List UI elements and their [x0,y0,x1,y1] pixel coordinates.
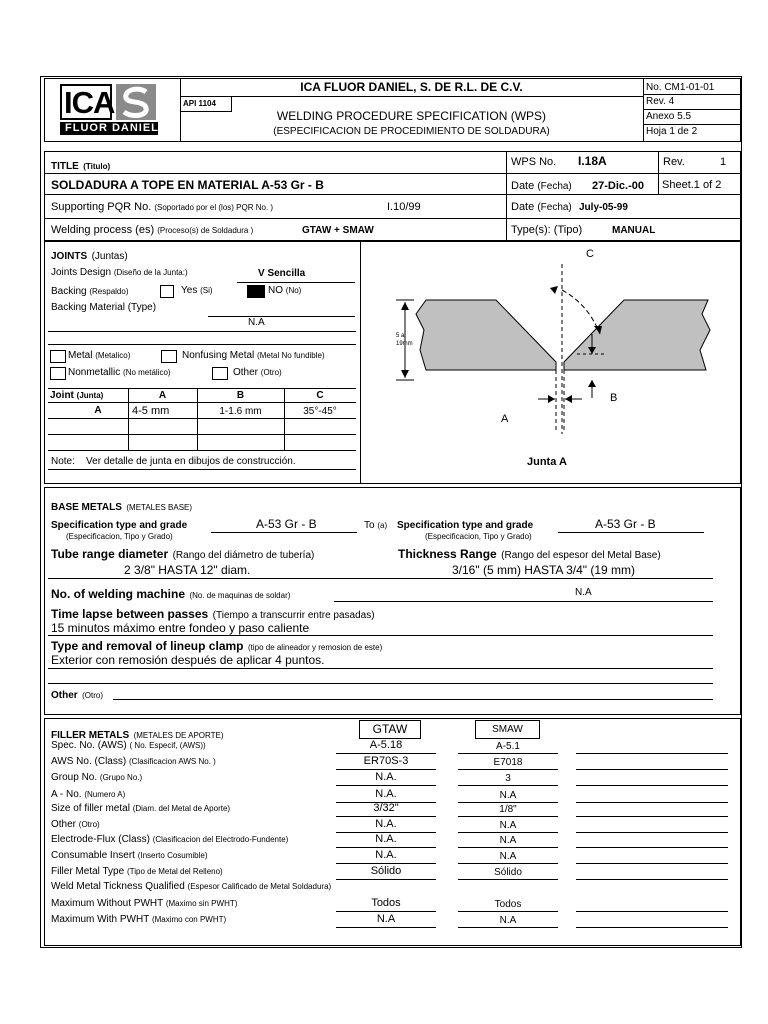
document-title: WELDING PROCEDURE SPECIFICATION (WPS) [276,109,547,123]
diagram-label-b: B [610,392,618,404]
welding-machines: N.A [575,587,592,598]
wps-title: SOLDADURA A TOPE EN MATERIAL A-53 Gr - B [51,178,324,192]
filler-row-label: A - No. (Numero A) [51,789,126,800]
filler-gtaw-value: N.A. [375,771,397,783]
filler-row-label: Consumable Insert (Inserto Cosumible) [51,850,208,861]
joint-dimensions-table: Joint (Junta) A B C A 4-5 mm 1-1.6 mm 35°-45° [48,388,356,468]
filler-smaw-value: N.A [499,835,517,846]
thickness-range: 3/16" (5 mm) HASTA 3/4" (19 mm) [452,563,636,577]
diagram-label-c: C [586,248,594,260]
filler-gtaw-value: N.A. [375,833,397,845]
filler-smaw-value: Todos [494,899,522,910]
diagram-caption: Junta A [527,456,567,468]
filler-row-label: Maximum With PWHT (Maximo con PWHT) [51,914,227,925]
filler-gtaw-value: 3/32" [373,802,399,814]
filler-smaw-value: E7018 [493,757,523,768]
filler-row-label: Other (Otro) [51,819,100,830]
lineup-clamp: Exterior con remosión después de aplicar 4 puntos. [51,653,325,667]
backing-no-checkbox[interactable] [247,285,265,298]
filler-smaw-value: Sólido [494,867,522,878]
filler-gtaw-value: ER70S-3 [363,755,409,767]
filler-smaw-value: N.A [499,915,517,926]
pqr-number: I.10/99 [387,201,421,213]
filler-smaw-value: 1/8" [499,804,517,815]
logo-emblem-icon [116,84,156,120]
company-name: ICA FLUOR DANIEL, S. DE R.L. DE C.V. [300,80,523,94]
api-label: API 1104 [183,99,216,108]
tube-range: 2 3/8" HASTA 12" diam. [124,563,251,577]
wps-date: 27-Dic.-00 [592,180,644,192]
joint-note: Ver detalle de junta en dibujos de construcción. [86,456,296,467]
wps-number: I.18A [578,154,607,168]
filler-row-label: AWS No. (Class) (Clasificacion AWS No. ) [51,756,216,767]
base-metal-spec: A-53 Gr - B [256,517,317,531]
table-cell: 4-5 mm [132,405,170,417]
filler-row-label: Spec. No. (AWS) ( No. Especif, (AWS)) [51,740,206,751]
filler-row-label: Group No. (Grupo No.) [51,772,143,783]
table-cell: 1-1.6 mm [219,406,262,417]
diagram-label-a: A [501,413,509,425]
base-metal-spec-2: A-53 Gr - B [595,517,656,531]
filler-row-label: Filler Metal Type (Tipo de Metal del Relleno) [51,866,223,877]
doc-annex: Anexo 5.5 [646,111,692,122]
nonfusing-checkbox[interactable] [161,350,177,363]
other-checkbox[interactable] [212,367,228,380]
filler-gtaw-value: N.A. [375,788,397,800]
joint-diagram [362,244,738,480]
filler-smaw-value: A-5.1 [496,741,520,752]
time-lapse: 15 minutos máximo entre fondeo y paso caliente [51,621,310,635]
table-cell: 35°-45° [303,406,337,417]
filler-smaw-value: N.A [499,851,517,862]
filler-row-label: Size of filler metal (Diam. del Metal de Aporte) [51,803,231,814]
filler-smaw-value: N.A [499,820,517,831]
welding-process: GTAW + SMAW [302,225,374,236]
filler-smaw-value: 3 [505,773,511,784]
sheet-number: Sheet.1 of 2 [662,179,722,191]
filler-gtaw-value: N.A [376,913,396,925]
doc-revision: Rev. 4 [646,96,675,107]
wps-revision: 1 [720,156,727,168]
filler-gtaw-value: Sólido [370,865,402,877]
filler-gtaw-value: Todos [371,897,401,909]
filler-row-label: Electrode-Flux (Class) (Clasificacion del Electrodo-Fundente) [51,834,289,845]
doc-number: No. CM1-01-01 [646,82,715,93]
doc-page: Hoja 1 de 2 [646,126,698,137]
backing-material: N.A [248,317,265,328]
document-subtitle: (ESPECIFICACION DE PROCEDIMIENTO DE SOLDADURA) [273,126,550,137]
filler-row-label: Weld Metal Tickness Qualified (Espesor Calificado de Metal Soldadura) [51,881,332,892]
filler-smaw-value: N.A [499,790,517,801]
filler-gtaw-value: N.A. [375,849,397,861]
filler-row-label: Maximum Without PWHT (Maximo sin PWHT) [51,898,238,909]
table-cell: A [94,405,102,416]
metal-checkbox[interactable] [50,350,66,363]
filler-gtaw-value: N.A. [375,818,397,830]
company-logo: ICA FLUOR DANIEL [60,84,160,136]
joint-design: V Sencilla [258,268,306,279]
welding-type: MANUAL [612,225,656,236]
nonmetallic-checkbox[interactable] [50,367,66,380]
backing-yes-checkbox[interactable] [160,285,174,298]
pqr-date: July-05-99 [579,202,628,213]
filler-gtaw-value: A-5.18 [369,739,403,751]
